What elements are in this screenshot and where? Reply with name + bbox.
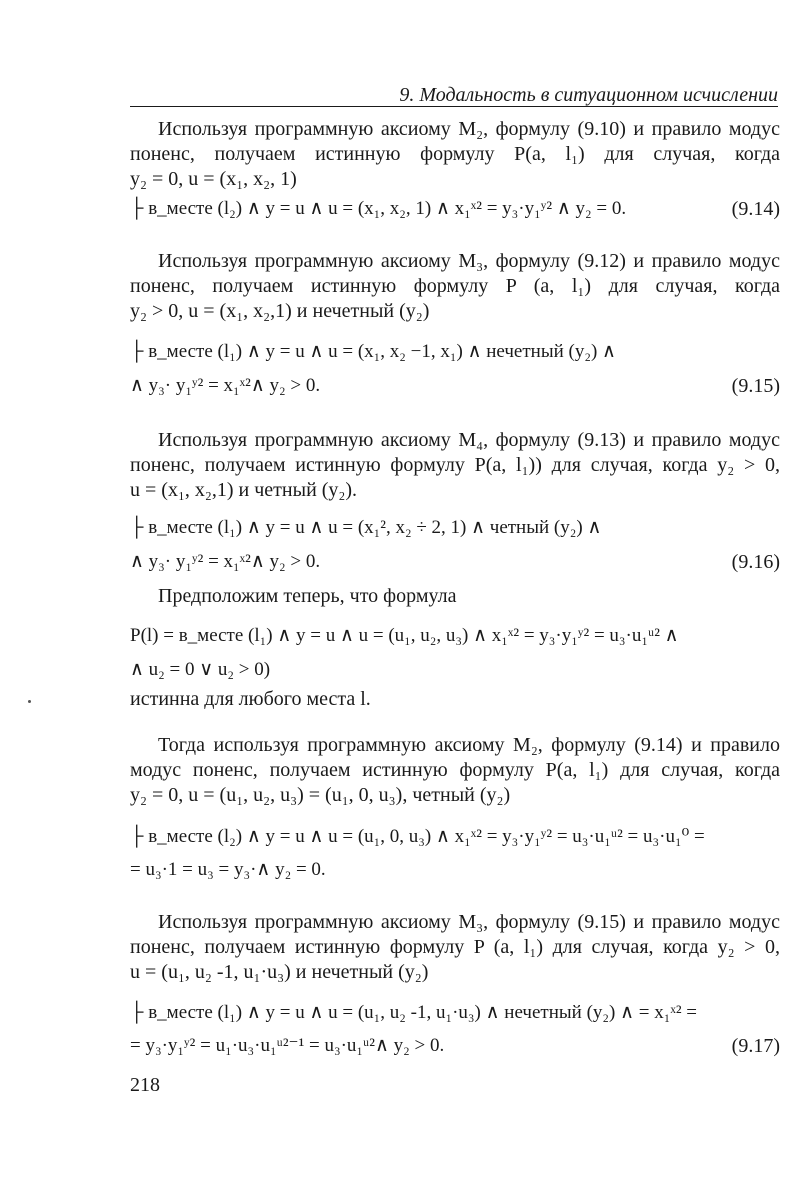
formula-9-17 (130, 1034, 780, 1058)
formula-text: ├ в_месте (l₂) ∧ y = u ∧ u = (u₁, 0, u₃) ∧ x₁ˣ² = y₃·y₁ʸ² = u₃·u₁ᵘ² = u₃·u₁⁰ = (130, 826, 705, 847)
formula-9-16 (130, 550, 780, 574)
formula-9-14 (130, 197, 780, 221)
text-line: y₂ > 0, u = (x₁, x₂,1) и нечетный (y₂) (130, 300, 430, 322)
formula-text: ├ в_месте (l₁) ∧ y = u ∧ u = (x₁², x₂ ÷ 2, 1) ∧ четный (y₂) ∧ (130, 517, 602, 538)
formula-line (130, 825, 780, 849)
paragraph-3 (130, 428, 780, 503)
formula-line (130, 516, 780, 540)
margin-speck (28, 700, 31, 703)
formula-line (130, 858, 780, 882)
paragraph-6 (130, 733, 780, 808)
text-line: Используя программную аксиому M₂, формулу (9.10) и правило модус (158, 118, 780, 140)
text-line: Используя программную аксиому M₃, формулу (9.15) и правило модус (158, 911, 780, 933)
text-line: поненс, получаем истинную формулу P (a, l₁) для случая, когда y₂ > 0, (130, 936, 780, 958)
text-line: Используя программную аксиому M₃, формулу (9.12) и правило модус (158, 250, 780, 272)
header-rule (130, 106, 778, 107)
text-line: u = (u₁, u₂ -1, u₁·u₃) и нечетный (y₂) (130, 961, 429, 983)
text-line: y₂ = 0, u = (u₁, u₂, u₃) = (u₁, 0, u₃), четный (y₂) (130, 784, 511, 806)
formula-text: P(l) = в_месте (l₁) ∧ y = u ∧ u = (u₁, u₂, u₃) ∧ x₁ˣ² = y₃·y₁ʸ² = u₃·u₁ᵘ² ∧ (130, 625, 679, 646)
equation-number: (9.15) (731, 375, 780, 397)
formula-line (130, 1001, 780, 1025)
paragraph-2 (130, 249, 780, 324)
text-line: поненс, получаем истинную формулу P(a, l₁)) для случая, когда y₂ > 0, (130, 454, 780, 476)
formula-text: ├ в_месте (l₂) ∧ y = u ∧ u = (x₁, x₂, 1) ∧ x₁ˣ² = y₃·y₁ʸ² ∧ y₂ = 0. (130, 198, 627, 219)
page-number: 218 (130, 1074, 160, 1096)
equation-number: (9.16) (731, 551, 780, 573)
formula-9-15 (130, 374, 780, 398)
paragraph-1 (130, 117, 780, 192)
formula-text: = y₃·y₁ʸ² = u₁·u₃·u₁ᵘ²⁻¹ = u₃·u₁ᵘ²∧ y₂ > 0. (130, 1035, 445, 1056)
formula-text: ∧ y₃· y₁ʸ² = x₁ˣ²∧ y₂ > 0. (130, 375, 321, 396)
running-header: 9. Модальность в ситуационном исчислении (399, 84, 778, 106)
equation-number: (9.14) (731, 198, 780, 220)
text-line: y₂ = 0, u = (x₁, x₂, 1) (130, 168, 297, 190)
equation-number: (9.17) (731, 1035, 780, 1057)
formula-text: ├ в_месте (l₁) ∧ y = u ∧ u = (u₁, u₂ -1, u₁·u₃) ∧ нечетный (y₂) ∧ = x₁ˣ² = (130, 1002, 697, 1023)
text-line: поненс, получаем истинную формулу P(a, l₁) для случая, когда (130, 143, 780, 165)
text-line: поненс, получаем истинную формулу P (a, l₁) для случая, когда (130, 275, 780, 297)
formula-line (130, 658, 780, 682)
formula-definition (130, 624, 780, 648)
paragraph-5: истинна для любого места l. (130, 688, 371, 710)
text-line: Тогда используя программную аксиому M₂, формулу (9.14) и правило (158, 734, 780, 756)
formula-text: = u₃·1 = u₃ = y₃·∧ y₂ = 0. (130, 859, 326, 880)
text-line: u = (x₁, x₂,1) и четный (y₂). (130, 479, 358, 501)
formula-text: ├ в_месте (l₁) ∧ y = u ∧ u = (x₁, x₂ −1, x₁) ∧ нечетный (y₂) ∧ (130, 341, 616, 362)
formula-text: ∧ u₂ = 0 ∨ u₂ > 0) (130, 659, 271, 680)
paragraph-7 (130, 910, 780, 985)
paragraph-4: Предположим теперь, что формула (158, 585, 457, 607)
text-line: Используя программную аксиому M₄, формулу (9.13) и правило модус (158, 429, 780, 451)
formula-line (130, 340, 780, 364)
text-line: модус поненс, получаем истинную формулу P(a, l₁) для случая, когда (130, 759, 780, 781)
formula-text: ∧ y₃· y₁ʸ² = x₁ˣ²∧ y₂ > 0. (130, 551, 321, 572)
